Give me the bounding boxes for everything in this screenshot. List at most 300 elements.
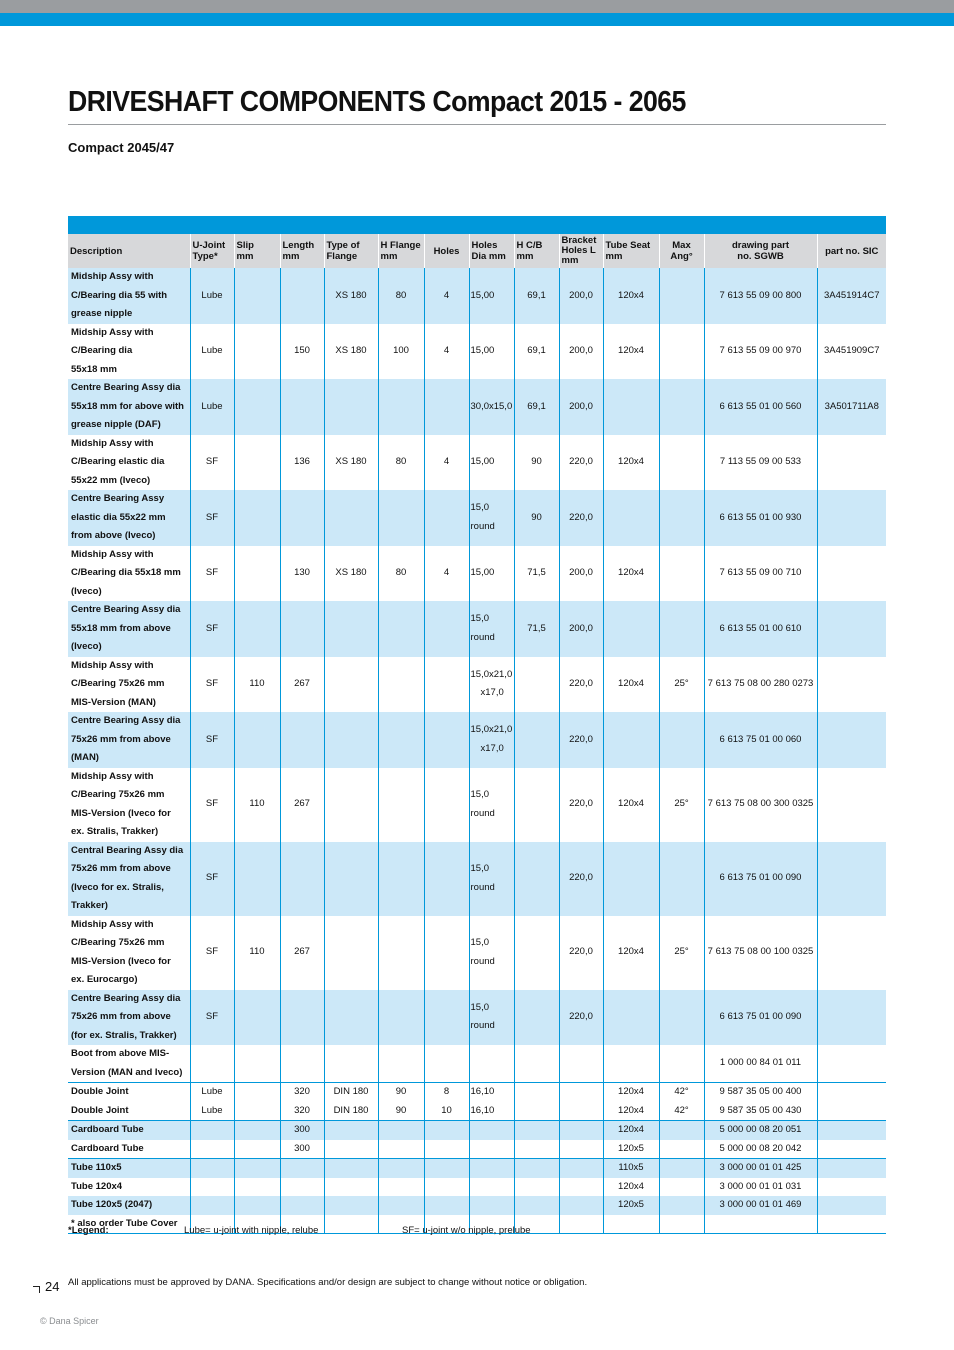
cell-length xyxy=(280,1196,324,1215)
cell-bracket xyxy=(559,1083,603,1102)
cell-holes: 10 xyxy=(424,1102,469,1121)
table-row xyxy=(68,916,886,990)
cell-holes-dia xyxy=(469,1178,514,1197)
cell-max-angle xyxy=(659,379,704,435)
cell-h-flange xyxy=(378,490,424,546)
cell-holes-dia: 15,00 xyxy=(469,324,514,380)
cell-description: Midship Assy with C/Bearing 75x26 mm MIS-Version (MAN) xyxy=(71,659,165,708)
cell-slip xyxy=(234,1178,280,1197)
cell-sic-part xyxy=(817,1196,886,1215)
cell-sic-part xyxy=(817,490,886,546)
col-header-ujoint: U-Joint Type* xyxy=(190,234,234,268)
table-row xyxy=(68,1045,886,1083)
col-header-bracket: Bracket Holes L mm xyxy=(559,234,603,268)
cell-h-cb: 90 xyxy=(514,490,559,546)
cell-description: Boot from above MIS- Version (MAN and Iveco) xyxy=(71,1048,183,1078)
cell-description: Central Bearing Assy dia 75x26 mm from above (Iveco for ex. Stralis, Trakker) xyxy=(68,842,190,916)
cell-holes xyxy=(424,1140,469,1159)
cell-max-angle xyxy=(659,324,704,380)
cell-h-cb xyxy=(514,768,559,842)
cell-max-angle: 25° xyxy=(659,916,704,990)
table-row xyxy=(68,379,886,435)
cell-description: Centre Bearing Assy dia 55x18 mm from above (Iveco) xyxy=(68,601,190,657)
cell-holes-dia xyxy=(469,1159,514,1178)
cell-tube-seat xyxy=(603,379,659,435)
title-divider xyxy=(68,124,886,125)
col-header-sgwb: drawing part no. SGWB xyxy=(704,234,817,268)
table-row xyxy=(68,990,886,1046)
cell-h-flange xyxy=(378,379,424,435)
cell-bracket xyxy=(559,1196,603,1215)
cell-bracket: 220,0 xyxy=(559,435,603,491)
cell-h-flange xyxy=(378,1121,424,1140)
cell-flange-type: DIN 180 xyxy=(324,1083,378,1102)
cell-h-flange xyxy=(378,1178,424,1197)
cell-tube-seat: 120x4 xyxy=(603,657,659,713)
cell-bracket: 220,0 xyxy=(559,990,603,1046)
cell-holes: 4 xyxy=(424,324,469,380)
cell-tube-seat: 120x4 xyxy=(603,546,659,602)
cell-sic-part: 3A501711A8 xyxy=(817,379,886,435)
cell-slip xyxy=(234,712,280,768)
cell-sgwb-part: 7 613 75 08 00 280 0273 xyxy=(704,657,817,713)
cell-holes-dia xyxy=(469,1045,514,1083)
cell-bracket: 200,0 xyxy=(559,546,603,602)
cell-sic-part xyxy=(817,1121,886,1140)
cell-bracket: 220,0 xyxy=(559,712,603,768)
cell-max-angle xyxy=(659,1178,704,1197)
cell-bracket: 200,0 xyxy=(559,601,603,657)
cell-length xyxy=(280,601,324,657)
cell-sic-part: 3A451909C7 xyxy=(817,324,886,380)
col-header-flange-type: Type of Flange xyxy=(324,234,378,268)
table-row xyxy=(68,1159,886,1178)
cell-bracket xyxy=(559,1045,603,1083)
cell-holes-dia: 15,0 round xyxy=(469,842,514,916)
cell-sic-part xyxy=(817,1102,886,1121)
cell-max-angle: 25° xyxy=(659,657,704,713)
cell-ujoint: SF xyxy=(190,842,234,916)
cell-length: 300 xyxy=(280,1140,324,1159)
col-header-h-flange: H Flange mm xyxy=(378,234,424,268)
cell-sgwb-part: 5 000 00 08 20 042 xyxy=(704,1140,817,1159)
cell-flange-type xyxy=(324,1196,378,1215)
cell-slip: 110 xyxy=(234,916,280,990)
cell-max-angle xyxy=(659,268,704,324)
col-header-description: Description xyxy=(68,234,190,268)
cell-holes-dia: 15,0 round xyxy=(469,601,514,657)
cell-flange-type xyxy=(324,601,378,657)
cell-length: 267 xyxy=(280,657,324,713)
cell-description: Midship Assy with C/Bearing 75x26 mm MIS-Version (Iveco for ex. Eurocargo) xyxy=(71,918,171,985)
cell-max-angle xyxy=(659,712,704,768)
cell-flange-type xyxy=(324,990,378,1046)
cell-h-cb xyxy=(514,842,559,916)
cell-sic-part xyxy=(817,1140,886,1159)
cell-slip xyxy=(234,1045,280,1083)
cell-ujoint xyxy=(190,1121,234,1140)
cell-slip xyxy=(234,1159,280,1178)
cell-sgwb-part: 7 613 75 08 00 100 0325 xyxy=(704,916,817,990)
cell-holes-dia: 15,0x21,0 x17,0 xyxy=(469,657,514,713)
cell-slip: 110 xyxy=(234,657,280,713)
cell-ujoint: Lube xyxy=(190,379,234,435)
cell-slip xyxy=(234,546,280,602)
cell-h-cb xyxy=(514,657,559,713)
cell-length: 320 xyxy=(280,1102,324,1121)
cell-sgwb-part xyxy=(704,1215,817,1234)
cell-ujoint: SF xyxy=(190,768,234,842)
cell-sgwb-part: 7 613 55 09 00 970 xyxy=(704,324,817,380)
cell-holes: 8 xyxy=(424,1083,469,1102)
cell-tube-seat: 120x4 xyxy=(603,916,659,990)
cell-flange-type xyxy=(324,657,378,713)
page-number: 24 xyxy=(45,1279,60,1294)
cell-max-angle xyxy=(659,990,704,1046)
cell-length: 267 xyxy=(280,916,324,990)
cell-bracket: 200,0 xyxy=(559,268,603,324)
cell-ujoint: Lube xyxy=(190,1083,234,1102)
cell-bracket: 200,0 xyxy=(559,379,603,435)
table-row xyxy=(68,1196,886,1215)
cell-h-cb xyxy=(514,1083,559,1102)
cell-description: Double Joint xyxy=(71,1104,129,1116)
cell-h-cb xyxy=(514,1140,559,1159)
cell-flange-type: XS 180 xyxy=(324,324,378,380)
cell-slip xyxy=(234,842,280,916)
cell-ujoint xyxy=(190,1178,234,1197)
top-gray-bar xyxy=(0,0,954,13)
cell-tube-seat: 120x4 xyxy=(603,324,659,380)
cell-h-cb xyxy=(514,1102,559,1121)
cell-holes xyxy=(424,601,469,657)
cell-sgwb-part: 9 587 35 05 00 430 xyxy=(704,1102,817,1121)
table-row xyxy=(68,601,886,657)
top-blue-bar xyxy=(0,13,954,26)
cell-tube-seat xyxy=(603,1215,659,1234)
table-row xyxy=(68,1121,886,1140)
cell-holes: 4 xyxy=(424,268,469,324)
cell-h-flange xyxy=(378,657,424,713)
table-row xyxy=(68,1083,886,1102)
cell-description: Midship Assy with C/Bearing 75x26 mm MIS-Version (Iveco for ex. Stralis, Trakker) xyxy=(71,770,171,837)
cell-h-cb xyxy=(514,712,559,768)
cell-bracket: 220,0 xyxy=(559,842,603,916)
cell-max-angle: 25° xyxy=(659,768,704,842)
cell-h-flange: 80 xyxy=(378,435,424,491)
col-header-holes: Holes xyxy=(424,234,469,268)
cell-length: 136 xyxy=(280,435,324,491)
cell-description: Centre Bearing Assy dia 75x26 mm from above (MAN) xyxy=(68,712,190,768)
legend-sf: SF= u-joint w/o nipple, prelube xyxy=(402,1225,531,1236)
cell-h-cb xyxy=(514,1121,559,1140)
cell-slip: 110 xyxy=(234,768,280,842)
cell-h-cb xyxy=(514,1178,559,1197)
cell-h-cb xyxy=(514,1159,559,1178)
cell-sgwb-part: 3 000 00 01 01 425 xyxy=(704,1159,817,1178)
cell-flange-type: XS 180 xyxy=(324,268,378,324)
cell-description: Cardboard Tube xyxy=(68,1121,190,1140)
cell-h-cb: 69,1 xyxy=(514,324,559,380)
cell-ujoint: SF xyxy=(190,712,234,768)
table-row xyxy=(68,657,886,713)
cell-holes-dia: 16,10 xyxy=(469,1083,514,1102)
cell-bracket: 220,0 xyxy=(559,768,603,842)
cell-slip xyxy=(234,1196,280,1215)
cell-sic-part xyxy=(817,601,886,657)
cell-slip xyxy=(234,1083,280,1102)
cell-sgwb-part: 6 613 75 01 00 090 xyxy=(704,990,817,1046)
cell-max-angle xyxy=(659,1215,704,1234)
cell-holes-dia xyxy=(469,1140,514,1159)
copyright-text: © Dana Spicer xyxy=(40,1316,99,1326)
col-header-sic: part no. SIC xyxy=(817,234,886,268)
page-subtitle: Compact 2045/47 xyxy=(68,140,175,155)
cell-holes-dia: 15,0 round xyxy=(469,768,514,842)
cell-ujoint: SF xyxy=(190,990,234,1046)
table-row xyxy=(68,546,886,602)
cell-holes-dia: 30,0x15,0 xyxy=(469,379,514,435)
cell-description: Tube 110x5 xyxy=(68,1159,190,1178)
cell-holes xyxy=(424,490,469,546)
cell-length xyxy=(280,490,324,546)
cell-ujoint: Lube xyxy=(190,324,234,380)
cell-bracket xyxy=(559,1102,603,1121)
cell-holes xyxy=(424,916,469,990)
cell-max-angle xyxy=(659,546,704,602)
cell-holes xyxy=(424,1159,469,1178)
cell-flange-type xyxy=(324,1140,378,1159)
cell-sgwb-part: 7 613 55 09 00 710 xyxy=(704,546,817,602)
cell-sgwb-part: 7 613 75 08 00 300 0325 xyxy=(704,768,817,842)
cell-bracket xyxy=(559,1215,603,1234)
cell-sic-part xyxy=(817,712,886,768)
cell-holes-dia xyxy=(469,1196,514,1215)
table-row xyxy=(68,842,886,916)
cell-h-flange: 80 xyxy=(378,268,424,324)
cell-bracket xyxy=(559,1159,603,1178)
cell-flange-type xyxy=(324,712,378,768)
cell-ujoint: SF xyxy=(190,546,234,602)
cell-holes xyxy=(424,712,469,768)
cell-max-angle xyxy=(659,842,704,916)
cell-holes-dia: 15,00 xyxy=(469,546,514,602)
cell-holes-dia: 15,0x21,0 x17,0 xyxy=(469,712,514,768)
cell-length xyxy=(280,990,324,1046)
cell-sic-part xyxy=(817,916,886,990)
cell-tube-seat xyxy=(603,842,659,916)
cell-h-flange xyxy=(378,1140,424,1159)
cell-tube-seat xyxy=(603,990,659,1046)
cell-slip xyxy=(234,601,280,657)
col-header-slip: Slip mm xyxy=(234,234,280,268)
cell-sgwb-part: 1 000 00 84 01 011 xyxy=(704,1045,817,1083)
cell-h-flange xyxy=(378,1159,424,1178)
cell-bracket: 220,0 xyxy=(559,490,603,546)
cell-description: Tube 120x5 (2047) xyxy=(68,1196,190,1215)
cell-slip xyxy=(234,268,280,324)
cell-flange-type xyxy=(324,1215,378,1234)
cell-max-angle xyxy=(659,1196,704,1215)
cell-description: Double Joint xyxy=(68,1083,190,1102)
cell-description: Midship Assy with C/Bearing elastic dia 55x22 mm (Iveco) xyxy=(71,437,165,486)
cell-length xyxy=(280,268,324,324)
cell-length xyxy=(280,1045,324,1083)
cell-tube-seat: 120x4 xyxy=(603,1102,659,1121)
table-row xyxy=(68,490,886,546)
cell-length xyxy=(280,1178,324,1197)
cell-holes-dia: 15,00 xyxy=(469,435,514,491)
cell-flange-type xyxy=(324,379,378,435)
cell-ujoint: SF xyxy=(190,916,234,990)
cell-flange-type xyxy=(324,1178,378,1197)
cell-description: Midship Assy with C/Bearing dia 55 with grease nipple xyxy=(68,268,190,324)
cell-sic-part xyxy=(817,1178,886,1197)
cell-tube-seat: 120x4 xyxy=(603,1121,659,1140)
cell-description: * also order Tube Cover xyxy=(68,1215,190,1234)
page-corner-mark xyxy=(33,1286,40,1293)
cell-holes xyxy=(424,1178,469,1197)
cell-h-cb: 69,1 xyxy=(514,268,559,324)
cell-sgwb-part: 6 613 75 01 00 090 xyxy=(704,842,817,916)
cell-flange-type xyxy=(324,1045,378,1083)
cell-h-cb xyxy=(514,916,559,990)
table-row xyxy=(68,1178,886,1197)
cell-h-flange: 80 xyxy=(378,546,424,602)
cell-sic-part xyxy=(817,1215,886,1234)
col-header-holes-dia: Holes Dia mm xyxy=(469,234,514,268)
cell-holes-dia: 16,10 xyxy=(469,1102,514,1121)
cell-holes xyxy=(424,1045,469,1083)
cell-slip xyxy=(234,324,280,380)
cell-length xyxy=(280,842,324,916)
cell-ujoint xyxy=(190,1196,234,1215)
cell-h-flange: 90 xyxy=(378,1102,424,1121)
cell-slip xyxy=(234,435,280,491)
cell-description: Cardboard Tube xyxy=(71,1142,144,1154)
legend-lube: Lube= u-joint with nipple, relube xyxy=(184,1225,319,1236)
cell-h-cb xyxy=(514,1196,559,1215)
cell-ujoint: SF xyxy=(190,490,234,546)
cell-holes-dia xyxy=(469,1121,514,1140)
cell-max-angle: 42° xyxy=(659,1102,704,1121)
cell-holes: 4 xyxy=(424,435,469,491)
cell-max-angle xyxy=(659,601,704,657)
cell-holes xyxy=(424,657,469,713)
col-header-length: Length mm xyxy=(280,234,324,268)
cell-h-cb xyxy=(514,990,559,1046)
cell-slip xyxy=(234,379,280,435)
cell-slip xyxy=(234,1140,280,1159)
cell-h-flange xyxy=(378,712,424,768)
cell-tube-seat: 120x4 xyxy=(603,1178,659,1197)
cell-tube-seat: 120x4 xyxy=(603,768,659,842)
cell-ujoint: Lube xyxy=(190,1102,234,1121)
table-row xyxy=(68,712,886,768)
cell-length xyxy=(280,712,324,768)
cell-h-cb: 69,1 xyxy=(514,379,559,435)
cell-sgwb-part: 3 000 00 01 01 031 xyxy=(704,1178,817,1197)
cell-length: 320 xyxy=(280,1083,324,1102)
cell-ujoint: SF xyxy=(190,657,234,713)
cell-max-angle xyxy=(659,1159,704,1178)
cell-sgwb-part: 6 613 75 01 00 060 xyxy=(704,712,817,768)
cell-flange-type xyxy=(324,842,378,916)
cell-tube-seat: 120x4 xyxy=(603,1083,659,1102)
cell-length: 300 xyxy=(280,1121,324,1140)
cell-slip xyxy=(234,1102,280,1121)
table-row xyxy=(68,1102,886,1121)
table-row xyxy=(68,768,886,842)
cell-sgwb-part: 5 000 00 08 20 051 xyxy=(704,1121,817,1140)
cell-sic-part xyxy=(817,1083,886,1102)
col-header-tube-seat: Tube Seat mm xyxy=(603,234,659,268)
col-header-max-angle: Max Ang° xyxy=(659,234,704,268)
cell-sic-part xyxy=(817,1045,886,1083)
cell-description: Centre Bearing Assy dia 55x18 mm for above with grease nipple (DAF) xyxy=(68,379,190,435)
cell-holes-dia: 15,0 round xyxy=(469,990,514,1046)
cell-description: Midship Assy with C/Bearing dia 55x18 mm xyxy=(71,326,154,375)
cell-length: 130 xyxy=(280,546,324,602)
cell-tube-seat xyxy=(603,601,659,657)
cell-tube-seat: 120x4 xyxy=(603,435,659,491)
cell-description: Midship Assy with C/Bearing dia 55x18 mm (Iveco) xyxy=(71,548,181,597)
cell-tube-seat: 120x5 xyxy=(603,1140,659,1159)
cell-sgwb-part: 6 613 55 01 00 610 xyxy=(704,601,817,657)
cell-sic-part xyxy=(817,1159,886,1178)
cell-flange-type: DIN 180 xyxy=(324,1102,378,1121)
cell-bracket: 220,0 xyxy=(559,657,603,713)
cell-bracket xyxy=(559,1140,603,1159)
cell-ujoint xyxy=(190,1159,234,1178)
legend-title: *Legend: xyxy=(68,1225,109,1236)
cell-flange-type xyxy=(324,768,378,842)
cell-holes xyxy=(424,379,469,435)
cell-sic-part xyxy=(817,657,886,713)
cell-h-flange xyxy=(378,842,424,916)
cell-h-flange xyxy=(378,601,424,657)
table-row xyxy=(68,435,886,491)
cell-ujoint: Lube xyxy=(190,268,234,324)
cell-flange-type: XS 180 xyxy=(324,546,378,602)
cell-description: Tube 120x4 xyxy=(71,1180,123,1192)
cell-h-flange xyxy=(378,916,424,990)
cell-bracket xyxy=(559,1178,603,1197)
cell-sic-part: 3A451914C7 xyxy=(817,268,886,324)
table-row xyxy=(68,1140,886,1159)
cell-sgwb-part: 7 613 55 09 00 800 xyxy=(704,268,817,324)
cell-h-flange: 100 xyxy=(378,324,424,380)
cell-h-cb xyxy=(514,1045,559,1083)
page-title: DRIVESHAFT COMPONENTS Compact 2015 - 2065 xyxy=(68,86,686,118)
cell-slip xyxy=(234,1121,280,1140)
cell-bracket: 200,0 xyxy=(559,324,603,380)
cell-h-flange xyxy=(378,990,424,1046)
cell-bracket xyxy=(559,1121,603,1140)
cell-length xyxy=(280,1159,324,1178)
cell-slip xyxy=(234,990,280,1046)
cell-holes xyxy=(424,1196,469,1215)
cell-h-cb: 71,5 xyxy=(514,601,559,657)
cell-sgwb-part: 6 613 55 01 00 560 xyxy=(704,379,817,435)
cell-slip xyxy=(234,490,280,546)
cell-flange-type xyxy=(324,916,378,990)
cell-h-flange: 90 xyxy=(378,1083,424,1102)
cell-ujoint: SF xyxy=(190,601,234,657)
cell-holes xyxy=(424,1121,469,1140)
cell-max-angle xyxy=(659,435,704,491)
table-body xyxy=(68,268,886,1234)
